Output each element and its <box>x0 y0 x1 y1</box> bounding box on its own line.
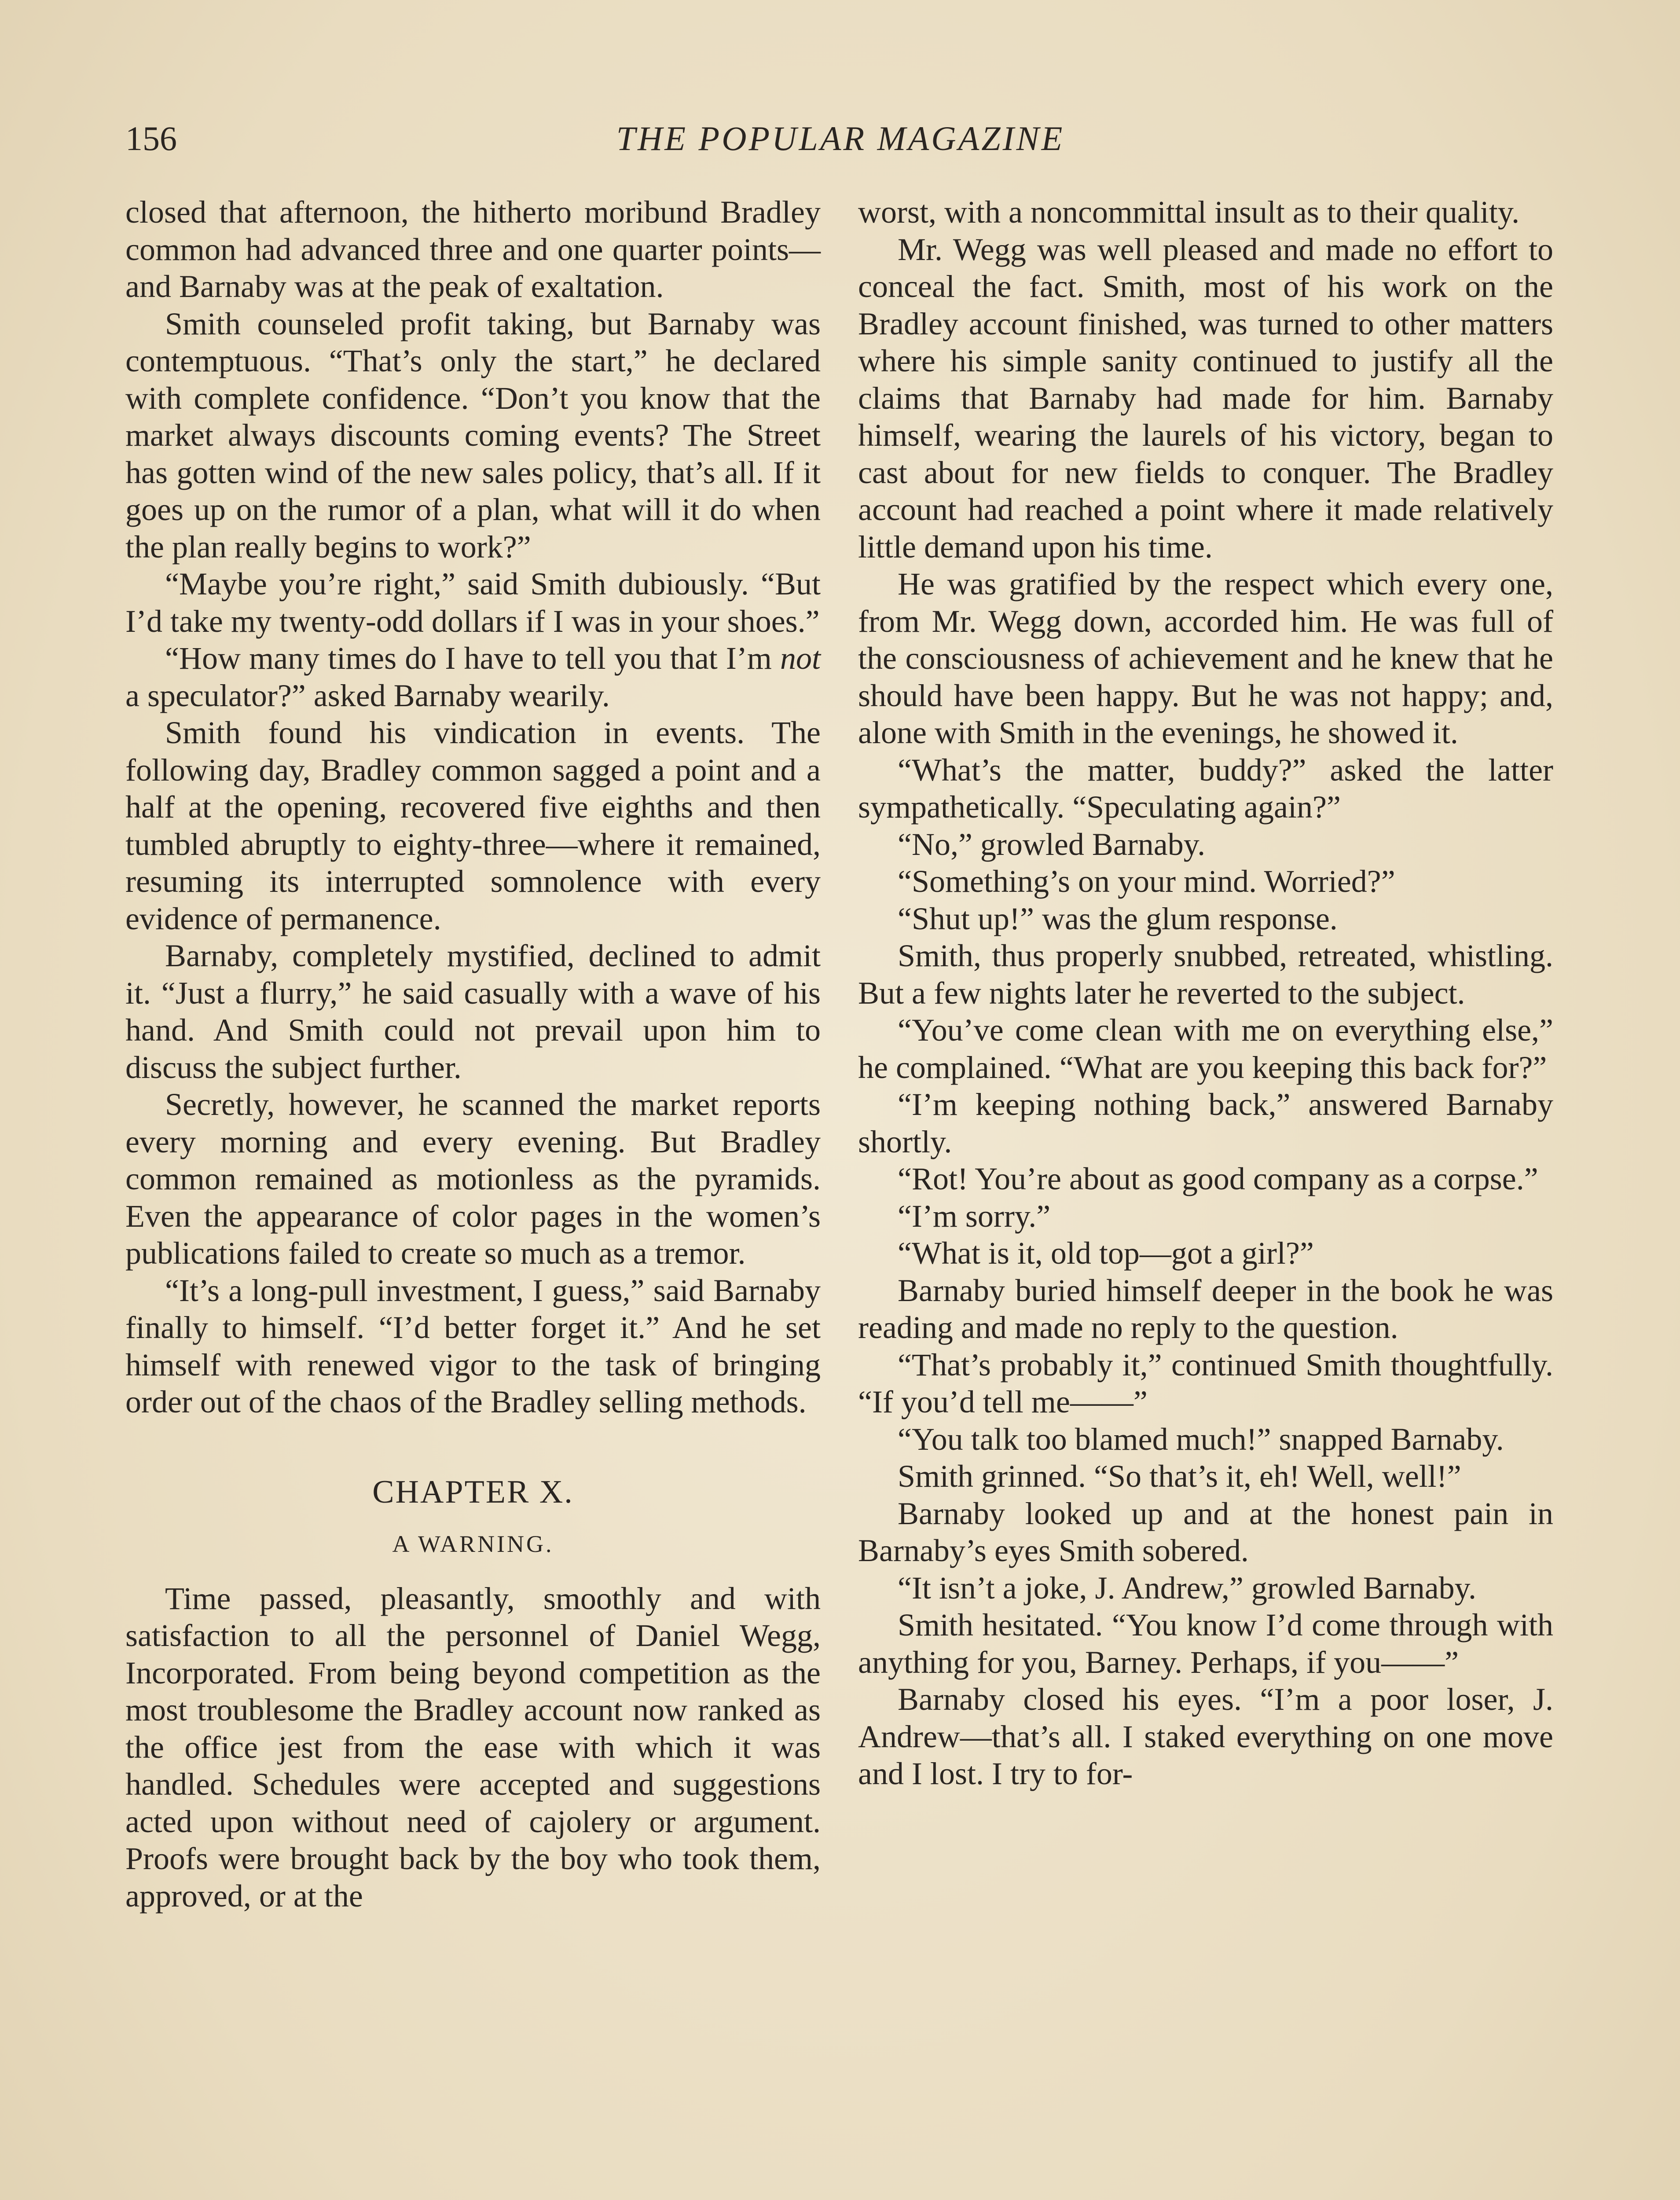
paragraph: Mr. Wegg was well pleased and made no effort to conceal the fact. Smith, most of his work on the Bradley account finished, was turned to other matters where his simple sanity continued to justify all the claims that Barnaby had made for him. Barnaby himself, wearing the laurels of his victory, began to cast about for new fields to conquer. The Bradley account had reached a point where it made relatively little demand upon his time. <box>858 231 1553 565</box>
paragraph: Smith counseled profit taking, but Barnaby was contemptuous. “That’s only the start,” he declared with complete confidence. “Don’t you know that the market always discounts coming events? The Street has gotten wind of the new sales policy, that’s all. If it goes up on the rumor of a plan, what will it do when the plan really begins to work?” <box>125 306 821 565</box>
paragraph: Barnaby, completely mystified, declined to admit it. “Just a flurry,” he said casually with a wave of his hand. And Smith could not prevail upon him to discuss the subject further. <box>125 938 821 1085</box>
paragraph: Smith, thus properly snubbed, retreated, whistling. But a few nights later he reverted to the subject. <box>858 938 1553 1011</box>
paragraph: Barnaby looked up and at the honest pain in Barnaby’s eyes Smith sobered. <box>858 1496 1553 1568</box>
paragraph: “Shut up!” was the glum response. <box>898 901 1338 936</box>
running-title: THE POPULAR MAGAZINE <box>616 119 1065 158</box>
paragraph: “No,” growled Barnaby. <box>898 826 1206 862</box>
emphasis: not <box>780 641 821 676</box>
paragraph: “What’s the matter, buddy?” asked the latter sympathetically. “Speculating again?” <box>858 752 1553 825</box>
text-run: a speculator?” asked Barnaby wearily. <box>125 678 610 713</box>
paragraph: Secretly, however, he scanned the market reports every morning and every evening. But Bradley common remained as motionless as the pyramids. Even the appearance of color pages in the women’s publications failed to create so much as a tremor. <box>125 1087 821 1271</box>
paragraph: “It’s a long-pull investment, I guess,” said Barnaby finally to himself. “I’d better forget it.” And he set himself with renewed vigor to the task of bringing order out of the chaos of the Bradley selling methods. <box>125 1272 821 1419</box>
paragraph: “Something’s on your mind. Worried?” <box>898 864 1395 899</box>
left-column <box>125 194 821 1914</box>
paragraph: “It isn’t a joke, J. Andrew,” growled Barnaby. <box>898 1570 1476 1606</box>
paragraph: worst, with a noncommittal insult as to their quality. <box>858 194 1520 230</box>
paragraph: “I’m keeping nothing back,” answered Barnaby shortly. <box>858 1087 1553 1159</box>
paragraph: “What is it, old top—got a girl?” <box>898 1236 1314 1271</box>
paragraph: “Maybe you’re right,” said Smith dubiously. “But I’d take my twenty-odd dollars if I was in your shoes.” <box>125 566 821 639</box>
paragraph: Time passed, pleasantly, smoothly and with satisfaction to all the personnel of Daniel Wegg, Incorporated. From being beyond competition as the most troublesome the Bradley account now ranked as the office jest from the ease with which it was handled. Schedules were accepted and suggestions acted upon without need of cajolery or argument. Proofs were brought back by the boy who took them, approved, or at the <box>125 1580 821 1914</box>
paragraph: Barnaby closed his eyes. “I’m a poor loser, J. Andrew—that’s all. I staked everything on one move and I lost. I try to for- <box>858 1682 1553 1791</box>
paragraph <box>125 640 821 714</box>
paragraph: Smith found his vindication in events. The following day, Bradley common sagged a point and a half at the opening, recovered five eighths and then tumbled abruptly to eighty-three—where it remained, resuming its interrupted somnolence with every evidence of permanence. <box>125 715 821 936</box>
paragraph: “Rot! You’re about as good company as a corpse.” <box>898 1161 1538 1196</box>
paragraph: “That’s probably it,” continued Smith thoughtfully. “If you’d tell me——” <box>858 1347 1553 1419</box>
page-number: 156 <box>125 119 177 158</box>
paragraph: Smith grinned. “So that’s it, eh! Well, well!” <box>898 1459 1461 1494</box>
page-header <box>125 114 1555 167</box>
paragraph: closed that afternoon, the hitherto moribund Bradley common had advanced three and one quarter points—and Barnaby was at the peak of exaltation. <box>125 194 821 304</box>
paragraph: “You’ve come clean with me on everything else,” he complained. “What are you keeping this back for?” <box>858 1012 1553 1085</box>
right-column <box>858 194 1553 1793</box>
paragraph: Barnaby buried himself deeper in the book he was reading and made no reply to the question. <box>858 1272 1553 1345</box>
text-run: “How many times do I have to tell you that I’m <box>165 641 780 676</box>
paragraph: He was gratified by the respect which every one, from Mr. Wegg down, accorded him. He was full of the consciousness of achievement and he knew that he should have been happy. But he was not happy; and, alone with Smith in the evenings, he showed it. <box>858 566 1553 750</box>
chapter-heading: CHAPTER X. <box>372 1474 574 1510</box>
paragraph: Smith hesitated. “You know I’d come through with anything for you, Barney. Perhaps, if you——” <box>858 1607 1553 1680</box>
paragraph: “You talk too blamed much!” snapped Barnaby. <box>898 1421 1504 1457</box>
paragraph: “I’m sorry.” <box>898 1198 1051 1234</box>
chapter-subheading: A WARNING. <box>392 1530 554 1557</box>
